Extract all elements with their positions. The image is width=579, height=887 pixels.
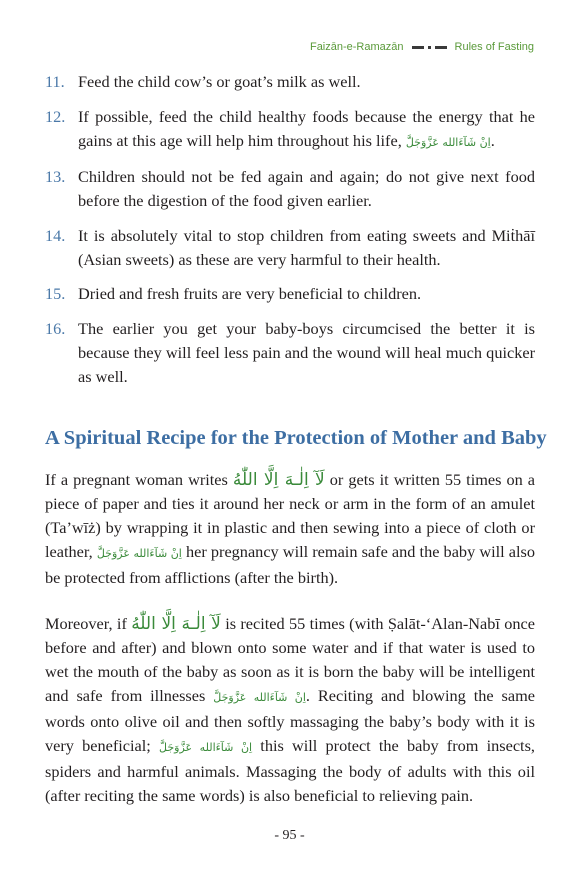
paragraph-2 [45,612,535,808]
item-number: 13. [45,167,66,186]
item-number: 12. [45,106,66,126]
list-item [45,165,535,213]
item-number: 16. [45,318,66,338]
paragraph-text: is recited 55 times (with Ṣalāt-‘Alan-Nabī once before and after) and blown onto some water and if that water is used to wet the mouth of the baby as soon as it is born the baby will be intelligent and safe from illnesses [45,614,535,705]
item-text-wrapper [78,105,535,155]
paragraph-text: If a pregnant woman writes [45,470,233,489]
list-item [45,105,535,155]
header-separator [412,46,447,49]
arabic-kalima: لَآ اِلٰـهَ اِلَّا اللّٰهُ [131,614,221,634]
paragraph-text: her pregnancy will remain safe and the baby will also be protected from afflictions (after the birth). [45,542,536,587]
item-number: 11. [45,72,65,91]
paragraph-1 [45,468,535,590]
paragraph-text: Moreover, if [45,614,132,633]
book-title: Faizān-e-Ramazān [309,41,404,53]
chapter-title: Rules of Fasting [454,41,534,53]
item-text: The earlier you get your baby-boys circumcised the better it is because they will feel less pain and the wound will heal much quicker as well. [78,318,535,386]
paragraph-text: . Reciting and blowing the same words onto olive oil and then softly massaging the baby’s body with it is very beneficial; [45,686,535,755]
list-item [45,317,535,389]
paragraph-text: this will protect the baby from insects, spiders and harmful animals. Massaging the body of adults with this oil (after reciting the same words) is also beneficial to relieving pain. [45,736,535,805]
running-header [310,39,534,55]
list-item [45,224,535,272]
list-item [45,282,535,306]
item-text: Dried and fresh fruits are very beneficial to children. [78,284,422,303]
list-item [45,70,535,94]
arabic-phrase: اِنْ شَآءَالله عَزَّوَجَلَّ [405,135,491,149]
page-number: - 95 - [274,828,305,843]
item-number: 15. [45,284,66,303]
item-number: 14. [45,225,66,245]
item-text-end: . [490,130,495,150]
tips-list [45,70,535,399]
paragraph-text: or gets it written 55 times on a piece of paper and ties it around her neck or arm in the form of an amulet (Ta’wīż) by wrapping it in plastic and then sewing into a piece of cloth or leather, [45,470,536,561]
section-heading: A Spiritual Recipe for the Protection of Mother and Baby [45,427,547,449]
item-text: If possible, feed the child healthy foods because the energy that he gains at this age will help him throughout his life, [78,106,535,150]
arabic-phrase: اِنْ شَآءَالله عَزَّوَجَلَّ [96,547,182,560]
arabic-kalima: لَآ اِلٰـهَ اِلَّا اللّٰهُ [232,470,325,490]
item-text: It is absolutely vital to stop children from eating sweets and Miṫhāī (Asian sweets) as these are very harmful to their health. [78,225,535,269]
item-text: Children should not be fed again and again; do not give next food before the digestion of the food given earlier. [78,167,535,210]
item-text: Feed the child cow’s or goat’s milk as well. [78,72,361,91]
arabic-phrase: اِنْ شَآءَالله عَزَّوَجَلَّ [213,691,306,704]
arabic-phrase: اِنْ شَآءَالله عَزَّوَجَلَّ [159,741,253,754]
